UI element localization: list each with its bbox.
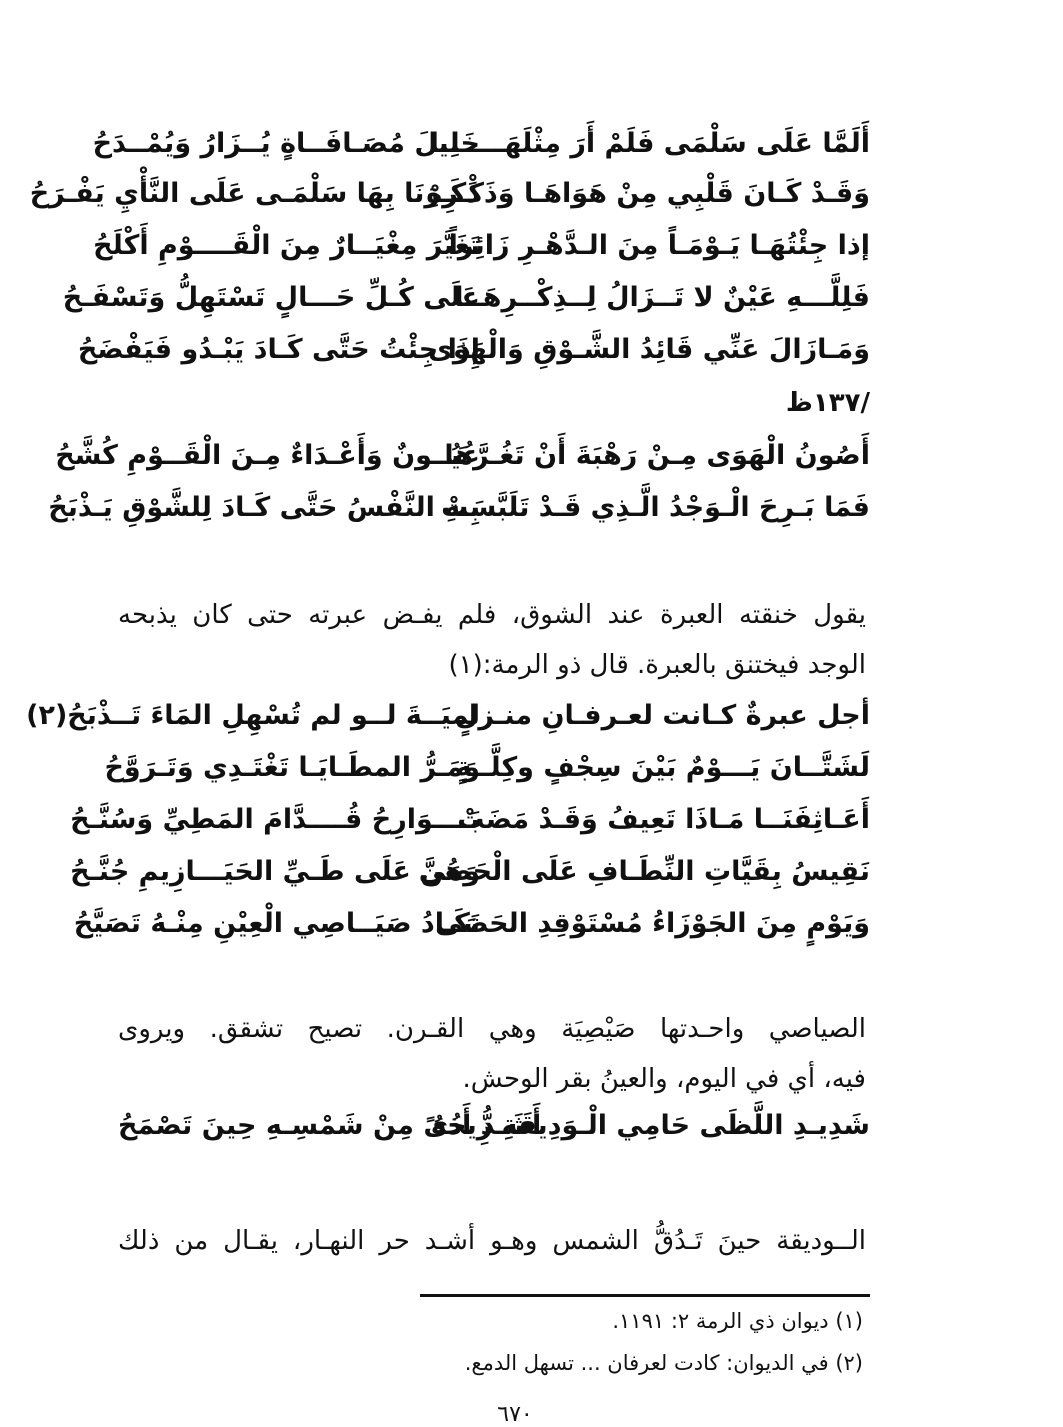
page-number: ٦٧٠ xyxy=(497,1402,533,1427)
verse-second-hemistich: ذَكَـرْنَا بِهَا سَلْمَـى عَلَى النَّأْيِ يَفْـرَحُ xyxy=(29,178,480,209)
verse-line xyxy=(62,282,870,332)
verse-line xyxy=(77,334,870,384)
verse-line xyxy=(70,856,870,906)
commentary-line: الصياصي واحـدتها صَيْصِيَة وهي القـرن. تصيح تشقق. ويروى xyxy=(118,1014,866,1044)
verse-line xyxy=(26,700,870,750)
verse-first-hemistich: لَشَتَّــانَ يَـــوْمٌ بَيْنَ سِجْفٍ وكِلَّــةٍ xyxy=(455,752,870,783)
verse-first-hemistich: أجل عبرةٌ كـانت لعـرفـانِ منـزلٍ xyxy=(454,700,870,731)
commentary-paragraph xyxy=(118,1004,866,1104)
verse-first-hemistich: فَمَا بَـرِحَ الْـوَجْدُ الَّـذِي قَـدْ تَلَبَّسَتْ xyxy=(441,492,870,523)
commentary-paragraph xyxy=(118,1216,866,1266)
verse-second-hemistich: وَهُنَّ عَلَى طَـيِّ الحَيَـــازِيمِ جُنَّـحُ xyxy=(70,856,480,887)
verse-first-hemistich: وَقَـدْ كَـانَ قَلْبِي مِنْ هَوَاهَـا وَذَكْـرِةِ xyxy=(426,178,870,209)
verse-first-hemistich: نَقِيسُ بِقَيَّاتِ النِّطَـافِ عَلَى الْحَصَى xyxy=(418,856,870,887)
verse-line xyxy=(48,492,870,542)
verse-first-hemistich: وَمَـازَالَ عَنِّي قَائِدُ الشَّـوْقِ وَالْهَوَى xyxy=(428,334,870,365)
commentary-line: يقول خنقته العبرة عند الشوق، فلم يفـض عبرته حتى كان يذبحه xyxy=(118,600,866,630)
verse-first-hemistich: إذا جِئْتُهَـا يَـوْمَـاً مِنَ الـدَّهْـرِ زَائِراً xyxy=(448,230,870,261)
footnote: (١) ديوان ذي الرمة ٢: ١١٩١. xyxy=(612,1309,863,1333)
commentary-line: الوجد فيختنق بالعبرة. قال ذو الرمة:(١) xyxy=(448,650,866,680)
verse-line xyxy=(104,752,870,802)
verse-second-hemistich: خَلِيلَ مُصَـافَــاةٍ يُــزَارُ وَيُمْــدَحُ xyxy=(92,128,480,159)
verse-second-hemistich: إِذَا جِئْتُ حَتَّى كَـادَ يَبْـدُو فَيَفْضَحُ xyxy=(77,334,480,365)
verse-second-hemistich: بَــــوَارِحُ قُــــدَّامَ المَطِيِّ وَسُنَّـحُ xyxy=(70,804,480,835)
verse-first-hemistich: أَعَـاثِفَنَــا مَـاذَا تَعِيفُ وَقَـدْ مَضَتْ xyxy=(457,804,870,835)
verse-line xyxy=(55,440,870,490)
verse-line xyxy=(29,178,870,228)
verse-second-hemistich: لميَــةَ لــو لم تُسْهِلِ المَاءَ تَــذْبَحُ(٢) xyxy=(26,700,480,731)
verse-first-hemistich: أَصُونُ الْهَوَى مِـنْ رَهْبَةَ أَنْ تَغُـرَّهَا xyxy=(444,440,870,471)
verse-line xyxy=(92,128,870,178)
verse-second-hemistich: تَكَـادُ صَيَــاصِي الْعِيْنِ مِنْـهُ تَصَيَّحُ xyxy=(73,908,480,939)
verse-second-hemistich: أَشَـدُّ أَذىً مِنْ شَمْسِـهِ حِينَ تَصْمَحُ xyxy=(118,1110,542,1141)
verse-second-hemistich: تَغَيَّرَ مِغْيَــارٌ مِنَ الْقَــــوْمِ أَكْلَحُ xyxy=(93,230,480,261)
verse-line xyxy=(73,908,870,958)
verse-second-hemistich: وَمَـرُّ المطَـايَـا تَغْتَـدِي وَتَـرَوَّحُ xyxy=(104,752,480,783)
manuscript-folio-marker: /١٣٧ظ xyxy=(785,388,870,418)
verse-second-hemistich: عُيُــونٌ وَأَعْـدَاءٌ مِـنَ الْقَــوْمِ كُشَّحُ xyxy=(55,440,480,471)
verse-line xyxy=(93,230,870,280)
commentary-line: الــوديقة حينَ تَـدُقُّ الشمس وهـو أشـد حر النهـار، يقـال من ذلك xyxy=(118,1226,866,1256)
footnotes xyxy=(465,1300,863,1384)
verse-first-hemistich: فَلِلَّـــهِ عَيْنٌ لا تَــزَالُ لِــذِكْــرِهَــا xyxy=(454,282,870,313)
footnote: (٢) في الديوان: كادت لعرفان ... تسهل الدمع. xyxy=(464,1351,863,1375)
verse-first-hemistich: شَدِيـدِ اللَّظَى حَامِي الْـوَدِيقَةِ رِيحُهُ xyxy=(430,1110,870,1141)
verse-second-hemistich: بِـهِ النَّفْسُ حَتَّى كَـادَ لِلشَّوْقِ يَـذْبَحُ xyxy=(48,492,480,523)
verse-first-hemistich: وَيَوْمٍ مِنَ الجَوْزَاءُ مُسْتَوْقِدِ الحَصَى xyxy=(435,908,870,939)
commentary-paragraph xyxy=(118,590,866,690)
verse-second-hemistich: عَلَى كُـلِّ حَـــالٍ تَسْتَهِلُّ وَتَسْفَـحُ xyxy=(62,282,480,313)
footnote-separator xyxy=(420,1294,870,1297)
commentary-line: فيه، أي في اليوم، والعينُ بقر الوحش. xyxy=(462,1064,866,1094)
verse-first-hemistich: أَلَمَّا عَلَى سَلْمَى فَلَمْ أَرَ مِثْلَهَـــــــا xyxy=(429,128,870,159)
verse-line xyxy=(70,804,870,854)
